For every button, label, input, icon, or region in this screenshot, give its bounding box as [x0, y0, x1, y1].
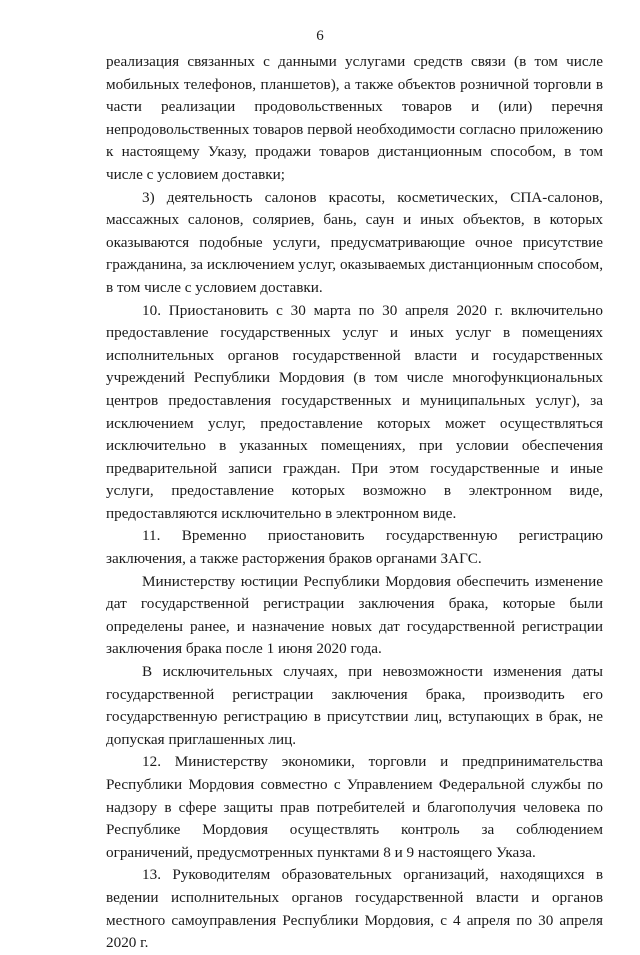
document-body: [106, 51, 603, 955]
paragraph-continuation: реализация связанных с данными услугами средств связи (в том числе мобильных телефонов, планшетов), а также объектов розничной торговли в части реализации продовольственных товаров и (или) перечня непродовольственных товаров первой необходимости согласно приложению к настоящему Указу, продажи товаров дистанционным способом, в том числе с условием доставки;: [106, 53, 603, 183]
page-number: 6: [316, 28, 324, 44]
paragraph-exceptional-cases: В исключительных случаях, при невозможности изменения даты государственной регистрации заключения брака, производить его государственную регистрацию в присутствии лиц, вступающих в брак, не допуская приглашенных лиц.: [106, 663, 603, 748]
paragraph-ministry-justice: Министерству юстиции Республики Мордовия обеспечить изменение дат государственной регистрации заключения брака, которые были определены ранее, и назначение новых дат государственной регистрации заключения брака после 1 июня 2020 года.: [106, 572, 603, 658]
paragraph-item-13: 13. Руководителям образовательных организаций, находящихся в ведении исполнительных органов государственной власти и органов местного самоуправления Республики Мордовия, с 4 апреля по 30 апреля 2020 г.: [106, 866, 603, 952]
paragraph-item-11: 11. Временно приостановить государственную регистрацию заключения, а также расторжения браков органами ЗАГС.: [106, 527, 603, 568]
paragraph-item-3: 3) деятельность салонов красоты, косметических, СПА-салонов, массажных салонов, соляриев, бань, саун и иных объектов, в которых оказываются подобные услуги, предусматривающие очное присутствие гражданина, за исключением услуг, оказываемых дистанционным способом, в том числе с условием доставки.: [106, 188, 603, 296]
paragraph-item-12: 12. Министерству экономики, торговли и предпринимательства Республики Мордовия совместно с Управлением Федеральной службы по надзору в сфере защиты прав потребителей и благополучия человека по Республике Мордовия осуществлять контроль за соблюдением ограничений, предусмотренных пунктами 8 и 9 настоящего Указа.: [106, 753, 603, 861]
paragraph-item-10: 10. Приостановить с 30 марта по 30 апреля 2020 г. включительно предоставление государственных услуг и иных услуг в помещениях исполнительных органов государственной власти и государственных учреждений Республики Мордовия (в том числе многофункциональных центров предоставления государственных и муниципальных услуг), за исключением услуг, предоставление которых может осуществляться исключительно в указанных помещениях, при условии обеспечения предварительной записи граждан. При этом государственные и иные услуги, предоставление которых возможно в электронном виде, предоставляются исключительно в электронном виде.: [106, 301, 603, 522]
